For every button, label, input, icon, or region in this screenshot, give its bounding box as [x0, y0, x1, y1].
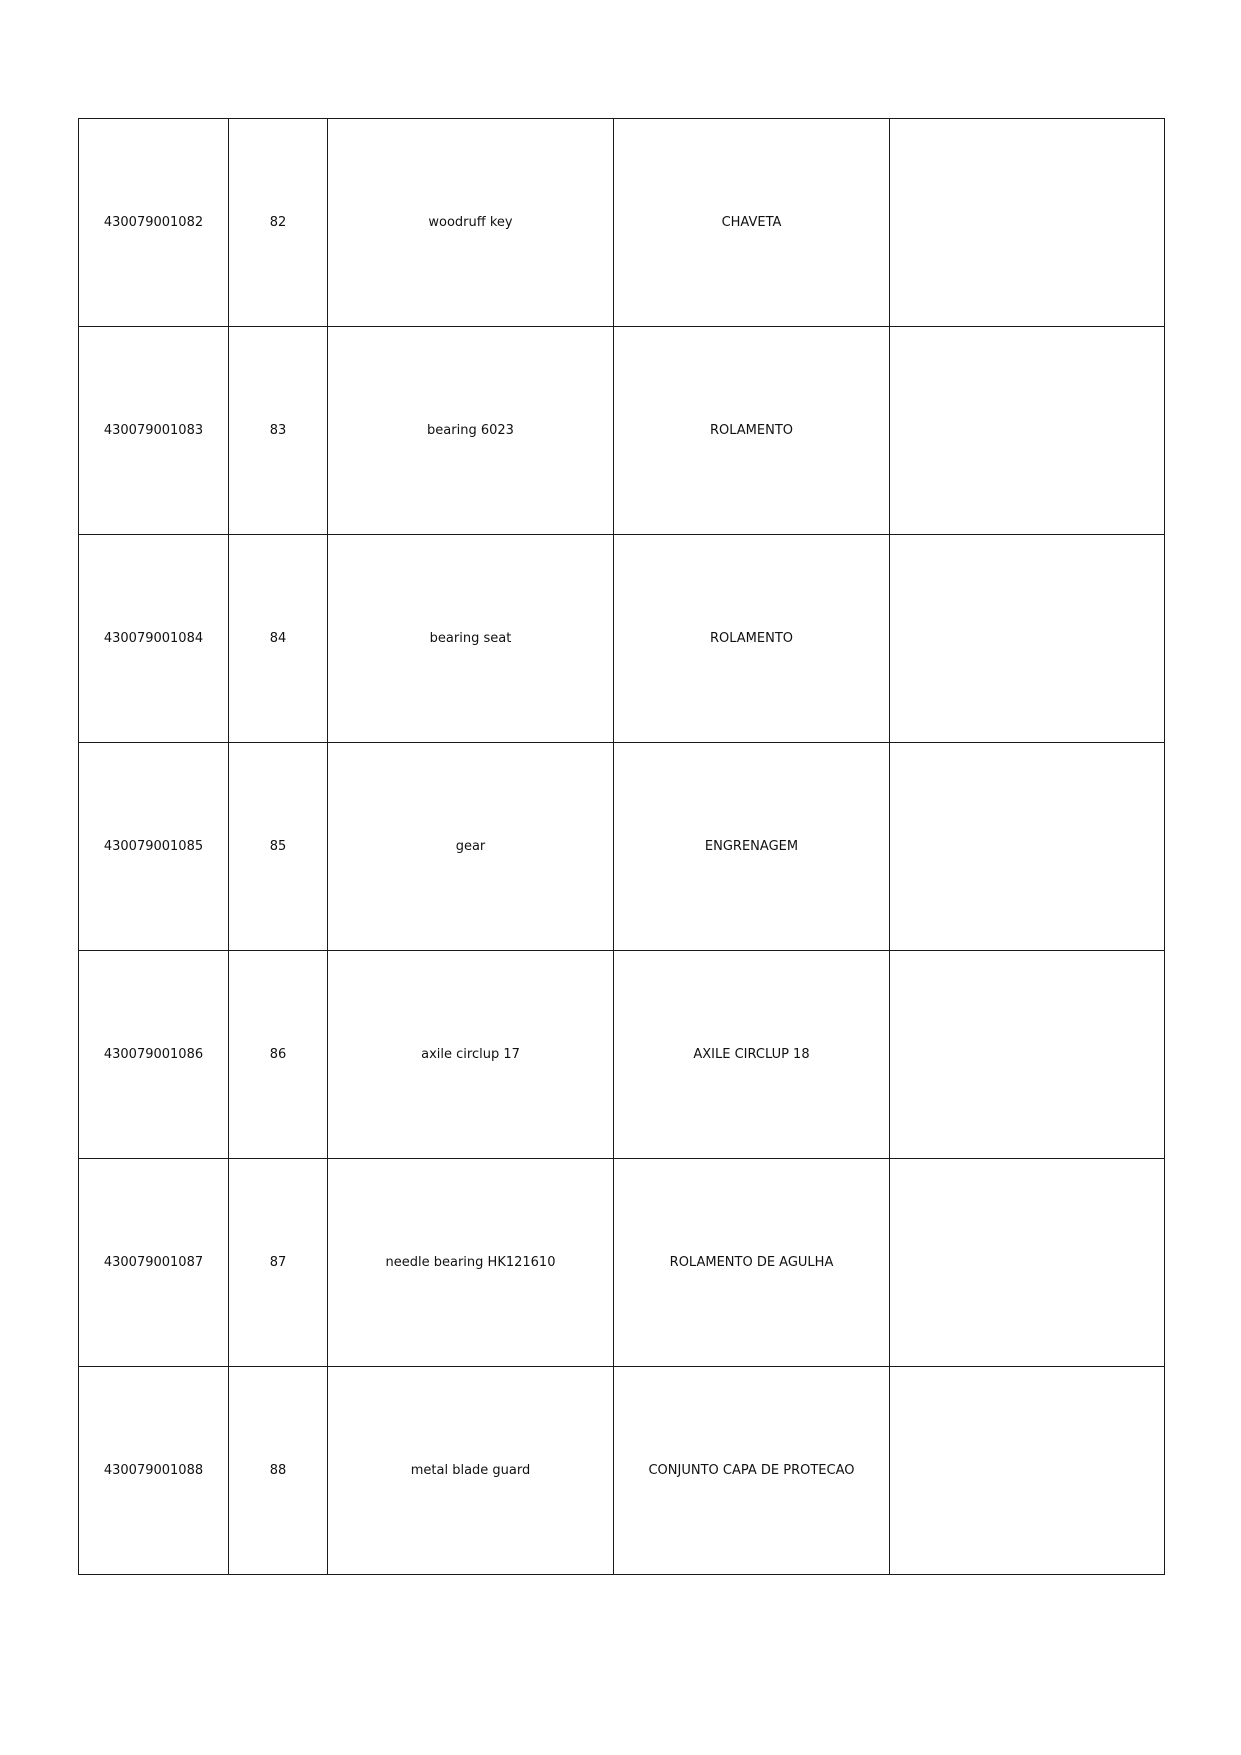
parts-table — [78, 118, 1165, 1575]
table-row — [79, 327, 1165, 535]
part-code: 430079001086 — [79, 951, 229, 1159]
item-number: 86 — [229, 951, 328, 1159]
part-name-en: gear — [328, 743, 614, 951]
part-name-pt: CONJUNTO CAPA DE PROTECAO — [614, 1367, 890, 1575]
part-code: 430079001082 — [79, 119, 229, 327]
empty-cell — [890, 743, 1165, 951]
part-code: 430079001084 — [79, 535, 229, 743]
empty-cell — [890, 327, 1165, 535]
item-number: 83 — [229, 327, 328, 535]
part-code: 430079001085 — [79, 743, 229, 951]
table-row — [79, 1367, 1165, 1575]
part-name-pt: ROLAMENTO — [614, 327, 890, 535]
part-code: 430079001083 — [79, 327, 229, 535]
item-number: 85 — [229, 743, 328, 951]
part-code: 430079001088 — [79, 1367, 229, 1575]
table-row — [79, 1159, 1165, 1367]
table-row — [79, 743, 1165, 951]
part-name-pt: ROLAMENTO DE AGULHA — [614, 1159, 890, 1367]
empty-cell — [890, 1159, 1165, 1367]
empty-cell — [890, 1367, 1165, 1575]
table-row — [79, 535, 1165, 743]
part-code: 430079001087 — [79, 1159, 229, 1367]
item-number: 82 — [229, 119, 328, 327]
part-name-en: woodruff key — [328, 119, 614, 327]
part-name-pt: ENGRENAGEM — [614, 743, 890, 951]
item-number: 88 — [229, 1367, 328, 1575]
table-row — [79, 119, 1165, 327]
part-name-en: needle bearing HK121610 — [328, 1159, 614, 1367]
empty-cell — [890, 535, 1165, 743]
part-name-pt: AXILE CIRCLUP 18 — [614, 951, 890, 1159]
part-name-en: bearing 6023 — [328, 327, 614, 535]
part-name-en: bearing seat — [328, 535, 614, 743]
empty-cell — [890, 119, 1165, 327]
part-name-en: axile circlup 17 — [328, 951, 614, 1159]
item-number: 84 — [229, 535, 328, 743]
item-number: 87 — [229, 1159, 328, 1367]
empty-cell — [890, 951, 1165, 1159]
part-name-en: metal blade guard — [328, 1367, 614, 1575]
part-name-pt: CHAVETA — [614, 119, 890, 327]
part-name-pt: ROLAMENTO — [614, 535, 890, 743]
table-row — [79, 951, 1165, 1159]
